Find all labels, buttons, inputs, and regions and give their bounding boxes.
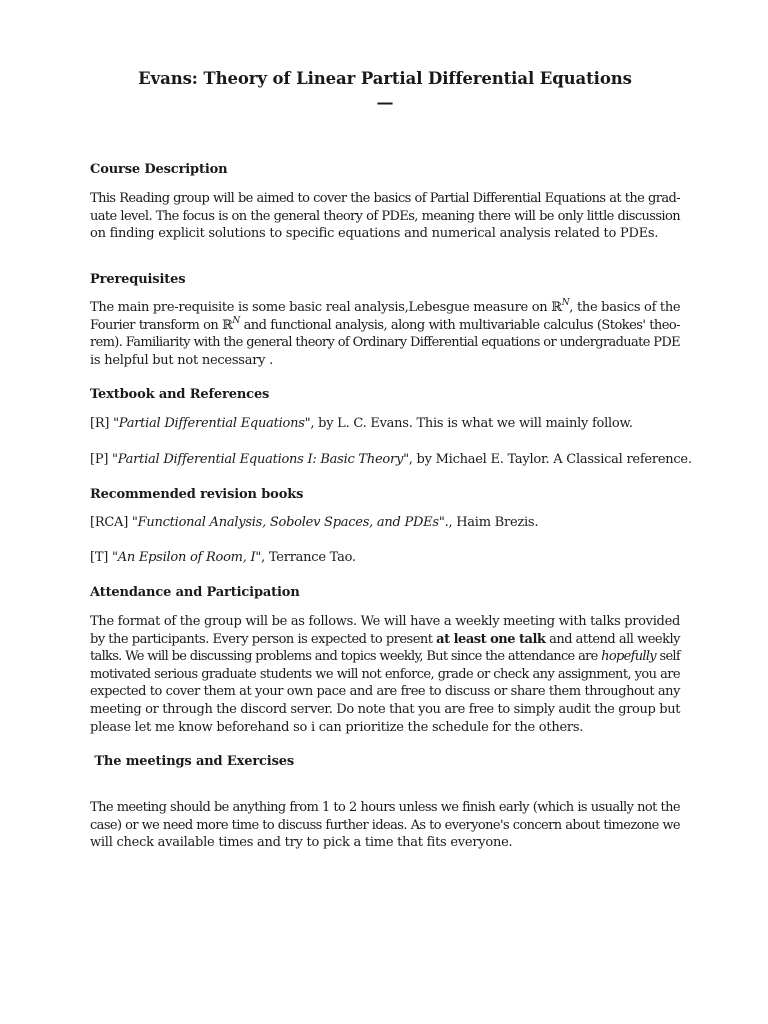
prerequisites-text: and functional analysis, along with multivariable calculus (Stokes' theo- — [239, 317, 680, 333]
meetings-line-1: The meeting should be anything from 1 to 2 hours unless we finish early (which is usually not the — [90, 800, 680, 815]
attendance-italic: hopefully — [601, 649, 656, 665]
real-n-exponent: N — [232, 315, 240, 326]
textbook-heading: Textbook and References — [90, 387, 270, 402]
attendance-line-2 — [90, 631, 680, 649]
reference-title: Partial Differential Equations I: Basic Theory — [117, 452, 404, 467]
reference-rest: ", Terrance Tao. — [255, 550, 356, 565]
reference-title: Functional Analysis, Sobolev Spaces, and PDEs — [137, 515, 439, 530]
meetings-paragraph — [90, 799, 680, 852]
course-description-line-2: uate level. The focus is on the general theory of PDEs, meaning there will be only little discussion — [90, 208, 680, 224]
attendance-text: self — [655, 649, 681, 665]
meetings-line-2: case) or we need more time to discuss further ideas. As to everyone's concern about timezone we — [90, 817, 680, 833]
course-description-heading: Course Description — [90, 162, 228, 177]
prerequisites-paragraph — [90, 299, 680, 369]
attendance-text: talks. We will be discussing problems and topics weekly, But since the attendance are — [90, 649, 602, 665]
prerequisites-line-4: is helpful but not necessary . — [90, 352, 274, 368]
attendance-line-7: please let me know beforehand so i can prioritize the schedule for the others. — [90, 719, 584, 735]
reference-title: An Epsilon of Room, I — [117, 550, 256, 565]
attendance-line-5: expected to cover them at your own pace and are free to discuss or share them throughout any — [90, 684, 680, 700]
attendance-line-3 — [90, 648, 680, 666]
reference-p — [90, 451, 692, 469]
attendance-paragraph — [90, 613, 680, 736]
real-n-exponent: N — [561, 298, 570, 308]
reference-tag: [T] " — [90, 550, 118, 565]
reference-t — [90, 549, 356, 567]
attendance-text: and attend all weekly — [545, 631, 680, 647]
course-description-line-3: on finding explicit solutions to specific equations and numerical analysis related to PDEs. — [90, 226, 659, 242]
prerequisites-line-2 — [90, 317, 680, 335]
course-description-paragraph — [90, 190, 680, 243]
document-title: Evans: Theory of Linear Partial Differential Equations — [138, 69, 632, 88]
attendance-heading: Attendance and Participation — [90, 585, 300, 600]
real-n-symbol: ℝ — [222, 317, 233, 333]
attendance-line-6: meeting or through the discord server. Do note that you are free to simply audit the group but — [90, 701, 681, 717]
prerequisites-text: The main pre-requisite is some basic real analysis,Lebesgue measure on — [90, 300, 552, 315]
reference-rca — [90, 514, 538, 532]
attendance-emphasis: at least one talk — [436, 631, 546, 647]
prerequisites-heading: Prerequisites — [90, 272, 186, 287]
reference-rest: ", by Michael E. Taylor. A Classical reference. — [403, 452, 692, 467]
reference-rest: "., Haim Brezis. — [438, 515, 539, 530]
revision-heading: Recommended revision books — [90, 487, 304, 502]
prerequisites-text: , the basics of the — [569, 300, 681, 315]
reference-tag: [RCA] " — [90, 515, 138, 530]
reference-tag: [P] " — [90, 452, 118, 467]
reference-title: Partial Differential Equations — [118, 416, 305, 431]
attendance-line-1: The format of the group will be as follows. We will have a weekly meeting with talks provided — [90, 614, 680, 629]
meetings-heading: The meetings and Exercises — [90, 754, 295, 769]
title-dash: — — [376, 93, 394, 113]
real-n-symbol: ℝ — [551, 300, 562, 315]
reference-r — [90, 415, 633, 433]
course-description-line-1: This Reading group will be aimed to cover the basics of Partial Differential Equations at the grad- — [90, 191, 680, 206]
reference-tag: [R] " — [90, 416, 119, 431]
prerequisites-text: Fourier transform on — [90, 317, 223, 333]
attendance-line-4: motivated serious graduate students we will not enforce, grade or check any assignment, you are — [90, 666, 680, 682]
prerequisites-line-1 — [90, 299, 680, 317]
attendance-text: by the participants. Every person is expected to present — [90, 631, 437, 647]
reference-rest: ", by L. C. Evans. This is what we will mainly follow. — [304, 416, 633, 431]
prerequisites-line-3: rem). Familiarity with the general theory of Ordinary Differential equations or undergraduate PDE — [90, 335, 680, 351]
meetings-line-3: will check available times and try to pick a time that fits everyone. — [90, 835, 513, 851]
document-page — [90, 0, 692, 1024]
